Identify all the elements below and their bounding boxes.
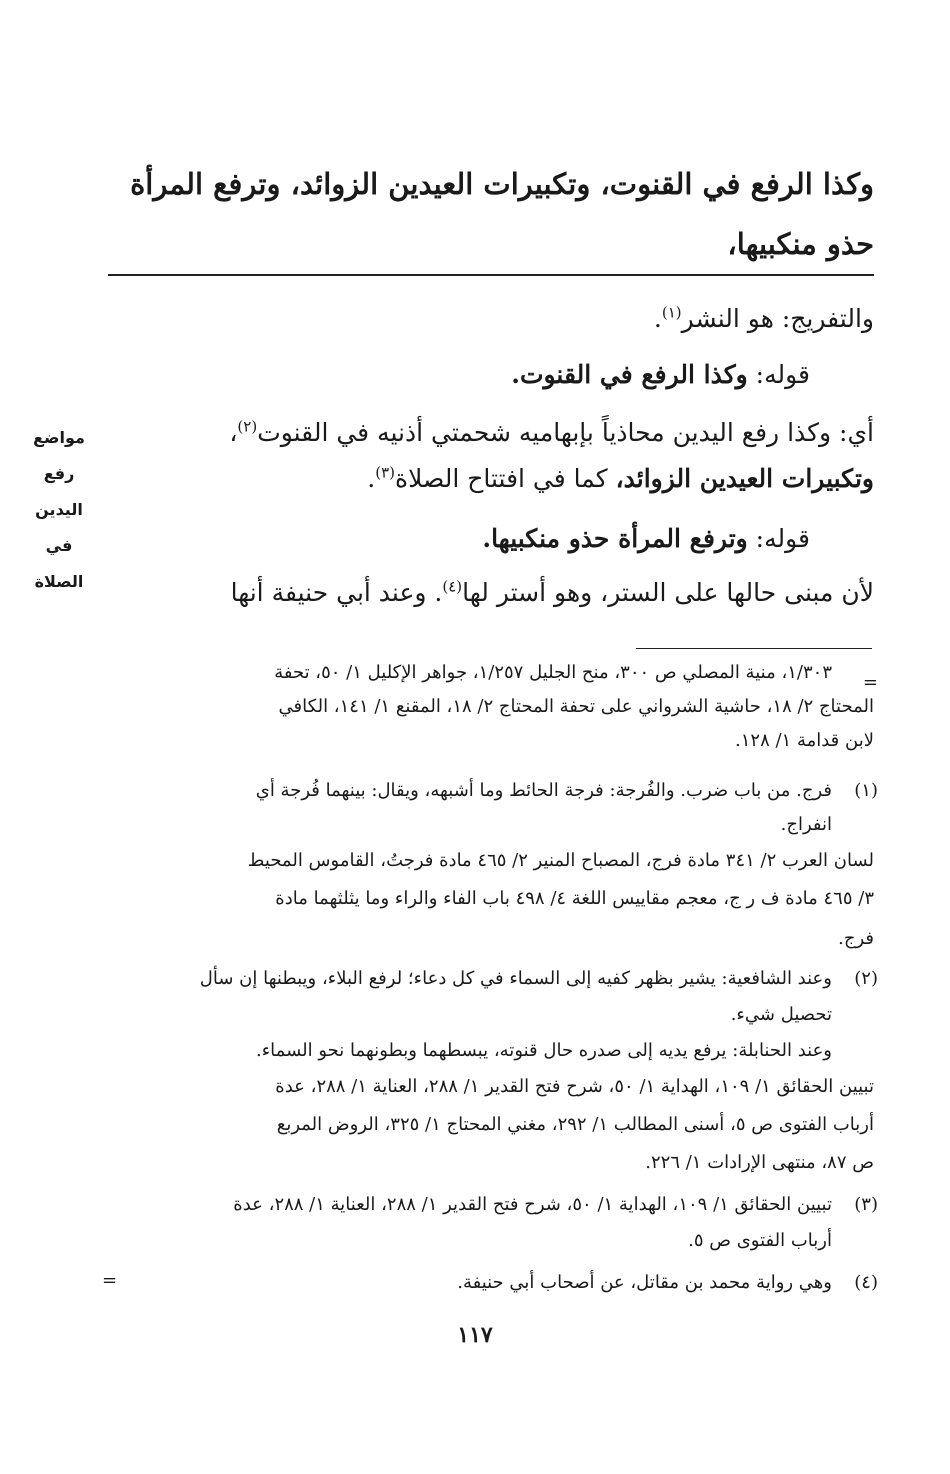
footnote-2-line: تحصيل شيء. <box>730 1004 832 1025</box>
footnote-3-line: تبيين الحقائق ١/ ١٠٩، الهداية ١/ ٥٠، شرح فتح القدير ١/ ٢٨٨، العناية ١/ ٢٨٨، عدة <box>233 1194 832 1215</box>
matn-text <box>74 154 874 274</box>
margin-note-line: الصلاة <box>34 572 84 591</box>
footnote-number-3: (٣) <box>854 1194 878 1215</box>
matn-line-2: حذو منكبيها، <box>727 227 874 261</box>
footnote-1-line: انفراج. <box>780 814 832 835</box>
footnote-ref-3[interactable]: (٣) <box>375 463 396 482</box>
footnote-2-line: أرباب الفتوى ص ٥، أسنى المطالب ١/ ٢٩٢، مغني المحتاج ١/ ٣٢٥، الروض المربع <box>276 1114 874 1135</box>
footnote-2-line: تبيين الحقائق ١/ ١٠٩، الهداية ١/ ٥٠، شرح فتح القدير ١/ ٢٨٨، العناية ١/ ٢٨٨، عدة <box>275 1076 874 1097</box>
margin-note <box>14 420 104 600</box>
commentary-line-1: والتفريج: هو النشر$^{(١)}$. <box>653 303 874 333</box>
footnote-2-line: وعند الشافعية: يشير بظهر كفيه إلى السماء في كل دعاء؛ لرفع البلاء، ويبطنها إن سأل <box>199 968 832 989</box>
footnote-1-line: لسان العرب ٢/ ٣٤١ مادة فرج، المصباح المنير ٢/ ٤٦٥ مادة فرجتُ، القاموس المحيط <box>247 850 874 871</box>
footnote-ref-1[interactable]: (١) <box>661 303 682 322</box>
footnote-number-1: (١) <box>854 780 878 801</box>
commentary-line-3: أي: وكذا رفع اليدين محاذياً بإبهاميه شحمتي أذنيه في القنوت$^{(٢)}$، <box>229 417 874 447</box>
margin-note-line: مواضع <box>33 428 85 447</box>
matn-line-1: وكذا الرفع في القنوت، وتكبيرات العيدين الزوائد، وترفع المرأة <box>130 167 874 201</box>
footnote-1-line: فرج. من باب ضرب. والفُرجة: فرجة الحائط وما أشبهه، ويقال: بينهما فُرجة أي <box>255 780 832 801</box>
footnote-ref-4[interactable]: (٤) <box>442 577 463 596</box>
footnote-number-2: (٢) <box>854 968 878 989</box>
footnote-cont-line: المحتاج ٢/ ١٨، حاشية الشرواني على تحفة المحتاج ٢/ ١٨، المقنع ١/ ١٤١، الكافي <box>278 696 874 717</box>
footnote-2-line: ص ٨٧، منتهى الإرادات ١/ ٢٢٦. <box>645 1152 874 1173</box>
footnote-4-line: وهي رواية محمد بن مقاتل، عن أصحاب أبي حنيفة. <box>457 1272 832 1293</box>
footnote-number-4: (٤) <box>854 1272 878 1293</box>
footnote-separator-rule <box>636 648 872 649</box>
page-number: ١١٧ <box>457 1322 493 1348</box>
footnote-ref-2[interactable]: (٢) <box>237 417 258 436</box>
footnote-cont-line: لابن قدامة ١/ ١٢٨. <box>735 730 874 751</box>
continuation-marker: = <box>862 672 878 693</box>
matn-separator-rule <box>108 274 874 276</box>
continued-marker: = <box>102 1270 118 1291</box>
margin-note-line: رفع <box>43 464 75 483</box>
footnote-2-line: وعند الحنابلة: يرفع يديه إلى صدره حال قنوته، يبسطهما وبطونهما نحو السماء. <box>256 1040 832 1061</box>
footnote-1-line: ٣/ ٤٦٥ مادة ف ر ج، معجم مقاييس اللغة ٤/ ٤٩٨ باب الفاء والراء وما يثلثهما مادة <box>275 888 874 909</box>
footnote-1-line: فرج. <box>838 928 874 949</box>
commentary-line-5: قوله: وترفع المرأة حذو منكبيها. <box>482 524 810 553</box>
commentary-line-6: لأن مبنى حالها على الستر، وهو أستر لها$^{(٤)}$. وعند أبي حنيفة أنها <box>230 577 874 607</box>
commentary-line-2: قوله: وكذا الرفع في القنوت. <box>511 360 810 389</box>
footnote-3-line: أرباب الفتوى ص ٥. <box>688 1230 832 1251</box>
margin-note-line: في <box>45 536 73 555</box>
footnote-cont-line: ١/٣٠٣، منية المصلي ص ٣٠٠، منح الجليل ١/٢٥٧، جواهر الإكليل ١/ ٥٠، تحفة <box>274 662 832 683</box>
margin-note-line: اليدين <box>35 500 83 519</box>
commentary-line-4: وتكبيرات العيدين الزوائد، كما في افتتاح الصلاة$^{(٣)}$. <box>367 463 874 493</box>
